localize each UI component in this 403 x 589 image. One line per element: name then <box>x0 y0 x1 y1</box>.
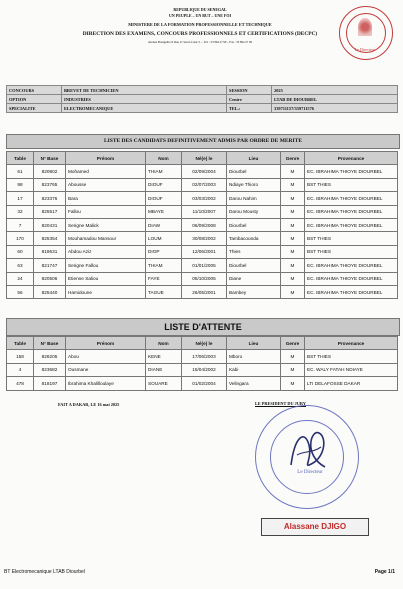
table-cell: M <box>281 245 305 258</box>
concours-label: CONCOURS <box>7 86 62 95</box>
table-cell: 01/02/2004 <box>182 377 227 390</box>
table-cell: 12/06/2001 <box>182 245 227 258</box>
address-line: Avenue Bourguiba X Rue 11 Sacré-Cœur 3 ... Tél. : 33 864 27 99 – Fax : 33 864 27 99 <box>147 40 253 44</box>
table-cell: 4 <box>7 363 34 376</box>
table-cell: EC. IBRAHIMA THIOYE DIOURBEL <box>305 285 398 298</box>
column-header: Né(e) le <box>182 337 227 350</box>
table-cell: Ndiaye Thioro <box>227 178 281 191</box>
table-cell: THIAM <box>146 259 182 272</box>
table-row <box>7 205 398 218</box>
table-row <box>7 245 398 258</box>
exam-info-table <box>6 85 398 113</box>
column-header: Né(e) le <box>182 152 227 165</box>
waiting-list-title: LISTE D'ATTENTE <box>6 318 400 336</box>
table-cell: EC. IBRAHIMA THIOYE DIOURBEL <box>305 272 398 285</box>
direction-line: DIRECTION DES EXAMENS, CONCOURS PROFESSIONNELS ET CERTIFICATIONS (DECPC) <box>82 31 318 37</box>
signatory-name: Alassane DJIGO <box>261 518 369 536</box>
footer-document-name: BT Electromecanique LTAB Diourbel <box>4 569 85 575</box>
table-cell: EC. IBRAHIMA THIOYE DIOURBEL <box>305 218 398 231</box>
column-header: Table <box>7 337 34 350</box>
table-cell: M <box>281 363 305 376</box>
table-cell: MBAYE <box>146 205 182 218</box>
column-header: Prénom <box>66 152 146 165</box>
table-cell: 15/04/2002 <box>182 363 227 376</box>
table-cell: M <box>281 165 305 178</box>
table-cell: EC. IBRAHIMA THIOYE DIOURBEL <box>305 259 398 272</box>
table-cell: 26/05/2001 <box>182 285 227 298</box>
column-header: Nom <box>146 337 182 350</box>
table-cell: 11/10/2007 <box>182 205 227 218</box>
table-cell: 821747 <box>34 259 66 272</box>
table-cell: M <box>281 178 305 191</box>
table-cell: DIANE <box>146 363 182 376</box>
table-cell: Ibrahima Khalilloulaye <box>66 377 146 390</box>
table-cell: Abousse <box>66 178 146 191</box>
table-row <box>7 285 398 298</box>
centre-label: Centre <box>227 95 272 104</box>
specialite-value: ELECTROMECANIQUE <box>62 104 227 113</box>
table-cell: Tambacounda <box>227 232 281 245</box>
table-cell: 98 <box>7 178 34 191</box>
table-cell: Darou Mousty <box>227 205 281 218</box>
table-cell: 03/03/2002 <box>182 192 227 205</box>
footer-page-number: Page 1/1 <box>374 569 395 575</box>
table-row <box>7 232 398 245</box>
table-cell: DIOUF <box>146 192 182 205</box>
column-header: N° Base <box>34 152 66 165</box>
table-cell: Fallou <box>66 205 146 218</box>
option-value: INDUSTRIES <box>62 95 227 104</box>
column-header: Table <box>7 152 34 165</box>
table-cell: 60 <box>7 245 34 258</box>
table-cell: EC. IBRAHIMA THIOYE DIOURBEL <box>305 205 398 218</box>
table-cell: Kabi <box>227 363 281 376</box>
table-cell: M <box>281 232 305 245</box>
column-header: Prénom <box>66 337 146 350</box>
table-cell: Serigne Malick <box>66 218 146 231</box>
column-header: Genre <box>281 337 305 350</box>
table-cell: M <box>281 350 305 363</box>
table-cell: SOUARE <box>146 377 182 390</box>
table-cell: Ousmane <box>66 363 146 376</box>
republic-line: REPUBLIQUE DU SENEGAL <box>173 7 227 12</box>
concours-value: BREVET DE TECHNICIEN <box>62 86 227 95</box>
table-row <box>7 377 398 390</box>
table-cell: 818197 <box>34 377 66 390</box>
table-cell: 17/06/2003 <box>182 350 227 363</box>
table-cell: 17 <box>7 192 34 205</box>
table-cell: 823376 <box>34 192 66 205</box>
specialite-label: SPECIALITE <box>7 104 62 113</box>
table-cell: 823765 <box>34 178 66 191</box>
table-cell: M <box>281 272 305 285</box>
table-row <box>7 272 398 285</box>
table-cell: Etienne Saliou <box>66 272 146 285</box>
table-cell: 30/08/2002 <box>182 232 227 245</box>
table-cell: M <box>281 377 305 390</box>
table-cell: 02/09/2004 <box>182 165 227 178</box>
baobab-tree-icon <box>358 18 372 36</box>
session-label: SESSION <box>227 86 272 95</box>
table-cell: Diourbel <box>227 165 281 178</box>
table-cell: 820506 <box>34 272 66 285</box>
table-cell: Abdou Aziz <box>66 245 146 258</box>
table-cell: Bara <box>66 192 146 205</box>
waiting-table <box>6 336 398 391</box>
table-cell: 05/10/2005 <box>182 272 227 285</box>
table-cell: 7 <box>7 218 34 231</box>
table-row <box>7 218 398 231</box>
table-row <box>7 178 398 191</box>
table-cell: Thies <box>227 245 281 258</box>
table-cell: LOUM <box>146 232 182 245</box>
table-cell: DIOUF <box>146 178 182 191</box>
table-cell: Mouhamadou Mansour <box>66 232 146 245</box>
table-cell: LTI DELAFOSSE DAKAR <box>305 377 398 390</box>
table-row <box>7 165 398 178</box>
tel-label: TEL.: <box>227 104 272 113</box>
table-row <box>7 192 398 205</box>
table-cell: TAGUE <box>146 285 182 298</box>
table-cell: BST THIES <box>305 232 398 245</box>
table-cell: BST THIES <box>305 350 398 363</box>
table-row <box>7 259 398 272</box>
table-cell: Bambey <box>227 285 281 298</box>
table-row <box>7 350 398 363</box>
tel-value: 339711157/339711576 <box>272 104 398 113</box>
table-cell: 170 <box>7 232 34 245</box>
table-cell: 820802 <box>34 165 66 178</box>
table-cell: Mboro <box>227 350 281 363</box>
place-date: FAIT A DAKAR, LE 16 mai 2025 <box>58 402 120 407</box>
table-cell: 24 <box>7 272 34 285</box>
table-cell: EC. WALY FATAH NDIAYE <box>305 363 398 376</box>
table-cell: Diane <box>227 272 281 285</box>
table-cell: Darou Nahim <box>227 192 281 205</box>
table-cell: 478 <box>7 377 34 390</box>
table-cell: Mohamed <box>66 165 146 178</box>
table-cell: 56 <box>7 285 34 298</box>
table-cell: DIOP <box>146 245 182 258</box>
table-cell: 825354 <box>34 232 66 245</box>
option-label: OPTION <box>7 95 62 104</box>
signature-icon <box>283 425 333 475</box>
table-cell: M <box>281 285 305 298</box>
table-cell: Hamidoune <box>66 285 146 298</box>
column-header: Genre <box>281 152 305 165</box>
table-cell: 158 <box>7 350 34 363</box>
centre-value: LTAB DE DIOURBEL <box>272 95 398 104</box>
column-header: N° Base <box>34 337 66 350</box>
table-cell: Diourbel <box>227 259 281 272</box>
table-cell: Diourbel <box>227 218 281 231</box>
table-cell: BST THIES <box>305 245 398 258</box>
table-cell: THIAM <box>146 165 182 178</box>
table-row <box>7 363 398 376</box>
table-cell: 06/09/2008 <box>182 218 227 231</box>
column-header: Provenance <box>305 337 398 350</box>
admitted-list-title: LISTE DES CANDIDATS DEFINITIVEMENT ADMIS PAR ORDRE DE MERITE <box>6 134 400 149</box>
table-cell: BST THIES <box>305 178 398 191</box>
table-cell: 828205 <box>34 350 66 363</box>
column-header: Lieu <box>227 337 281 350</box>
admitted-table <box>6 151 398 299</box>
stamp-bottom-text: Le Directeur <box>297 470 323 475</box>
table-cell: 61 <box>7 165 34 178</box>
table-cell: KENE <box>146 350 182 363</box>
table-cell: M <box>281 259 305 272</box>
table-cell: 825517 <box>34 205 66 218</box>
table-cell: 823682 <box>34 363 66 376</box>
session-value: 2025 <box>272 86 398 95</box>
column-header: Lieu <box>227 152 281 165</box>
table-cell: M <box>281 192 305 205</box>
table-cell: 63 <box>7 259 34 272</box>
table-cell: M <box>281 218 305 231</box>
stamp-top-text: Le Directeur <box>354 47 376 52</box>
table-cell: FAYE <box>146 272 182 285</box>
table-cell: M <box>281 205 305 218</box>
column-header: Provenance <box>305 152 398 165</box>
table-cell: EC. IBRAHIMA THIOYE DIOURBEL <box>305 165 398 178</box>
table-cell: 818631 <box>34 245 66 258</box>
motto-line: UN PEUPLE – UN BUT – UNE FOI <box>168 13 232 18</box>
table-cell: 01/01/2005 <box>182 259 227 272</box>
table-cell: EC. IBRAHIMA THIOYE DIOURBEL <box>305 192 398 205</box>
table-cell: Velingara <box>227 377 281 390</box>
table-cell: 820431 <box>34 218 66 231</box>
president-label: LE PRESIDENT DU JURY <box>255 401 306 406</box>
table-cell: DIAW <box>146 218 182 231</box>
ministry-line: MINISTERE DE LA FORMATION PROFESSIONNELLE ET TECHNIQUE <box>128 22 272 27</box>
table-cell: 32 <box>7 205 34 218</box>
table-cell: Serigne Fallou <box>66 259 146 272</box>
table-cell: Abou <box>66 350 146 363</box>
table-cell: 02/07/2003 <box>182 178 227 191</box>
table-cell: 825440 <box>34 285 66 298</box>
column-header: Nom <box>146 152 182 165</box>
